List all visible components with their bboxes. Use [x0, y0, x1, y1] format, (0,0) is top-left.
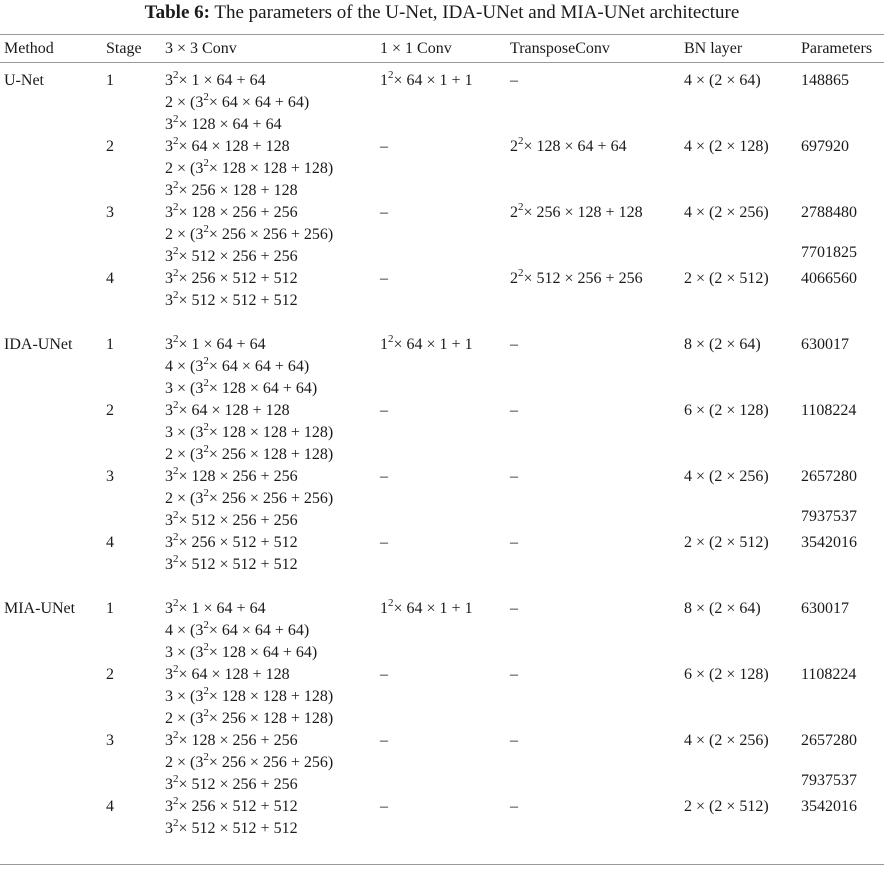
conv1-cell: –	[380, 666, 388, 683]
transpose-conv-cell: –	[510, 732, 518, 749]
stage-number: 2	[106, 138, 114, 155]
conv3-line: $4 \times (3^2\times 64 \times 64 + 64)$	[165, 354, 310, 375]
stage-number: 3	[106, 204, 114, 221]
conv3-cell	[165, 730, 333, 796]
header-rule	[0, 62, 884, 63]
conv3-line: $2 \times (3^2\times 256 \times 256 + 256)$	[165, 222, 334, 243]
method-label: IDA-UNet	[4, 336, 73, 353]
header-method: Method	[4, 40, 54, 57]
conv3-line: $3^2\times 256 \times 512 + 512$	[165, 530, 298, 551]
transpose-conv-cell: $2^2\times 256 \times 128 + 128$	[510, 200, 643, 221]
conv3-line: $3 \times (3^2\times 128 \times 128 + 128)$	[165, 420, 334, 441]
bn-layer-cell: 2 × (2 × 512)	[684, 534, 769, 551]
header-conv1: 1 × 1 Conv	[380, 40, 452, 57]
stage-number: 4	[106, 270, 114, 287]
parameters-cell: 148865	[801, 72, 849, 89]
conv1-cell: –	[380, 270, 388, 287]
top-rule	[0, 34, 884, 35]
bn-layer-cell: 6 × (2 × 128)	[684, 402, 769, 419]
conv1-cell: $1^2\times 64 \times 1 + 1$	[380, 68, 473, 89]
conv3-line: $3 \times (3^2\times 128 \times 64 + 64)$	[165, 376, 318, 397]
conv3-cell	[165, 400, 333, 466]
stage-number: 1	[106, 336, 114, 353]
stage-number: 2	[106, 402, 114, 419]
conv3-line: $3^2\times 128 \times 64 + 64$	[165, 112, 282, 133]
conv3-line: $2 \times (3^2\times 256 \times 128 + 128)$	[165, 442, 334, 463]
table-caption	[0, 0, 884, 34]
conv3-line: $3^2\times 64 \times 128 + 128$	[165, 134, 290, 155]
conv3-cell	[165, 532, 298, 576]
transpose-conv-cell: –	[510, 534, 518, 551]
stage-number: 2	[106, 666, 114, 683]
transpose-conv-cell: –	[510, 600, 518, 617]
conv3-cell	[165, 70, 309, 136]
conv3-line: $3^2\times 512 \times 512 + 512$	[165, 552, 298, 573]
bn-layer-cell: 4 × (2 × 256)	[684, 204, 769, 221]
conv1-cell: –	[380, 798, 388, 815]
bn-layer-cell: 2 × (2 × 512)	[684, 798, 769, 815]
parameters-cell: 2657280	[801, 732, 857, 749]
parameters-cell: 630017	[801, 336, 849, 353]
table-caption-label: Table 6:	[144, 2, 210, 23]
conv3-line: $2 \times (3^2\times 256 \times 256 + 256)$	[165, 486, 334, 507]
stage-number: 4	[106, 534, 114, 551]
transpose-conv-cell: –	[510, 798, 518, 815]
parameters-cell: 4066560	[801, 270, 857, 287]
transpose-conv-cell: –	[510, 336, 518, 353]
conv1-cell: –	[380, 732, 388, 749]
transpose-conv-cell: –	[510, 468, 518, 485]
conv3-line: $3^2\times 128 \times 256 + 256$	[165, 728, 298, 749]
stage-number: 4	[106, 798, 114, 815]
conv3-line: $3^2\times 64 \times 128 + 128$	[165, 662, 290, 683]
header-conv3: 3 × 3 Conv	[165, 40, 237, 57]
parameters-total: 7937537	[801, 508, 857, 525]
conv3-line: $3^2\times 256 \times 512 + 512$	[165, 266, 298, 287]
header-bn-layer: BN layer	[684, 40, 743, 57]
conv3-line: $3^2\times 256 \times 512 + 512$	[165, 794, 298, 815]
conv3-line: $2 \times (3^2\times 64 \times 64 + 64)$	[165, 90, 310, 111]
conv3-line: $3^2\times 128 \times 256 + 256$	[165, 200, 298, 221]
parameters-cell: 630017	[801, 600, 849, 617]
bn-layer-cell: 4 × (2 × 256)	[684, 732, 769, 749]
conv3-line: $3^2\times 64 \times 128 + 128$	[165, 398, 290, 419]
table-caption-text: The parameters of the U-Net, IDA-UNet and MIA-UNet architecture	[214, 2, 740, 23]
conv3-line: $3^2\times 128 \times 256 + 256$	[165, 464, 298, 485]
conv3-line: $3^2\times 1 \times 64 + 64$	[165, 68, 266, 89]
header-stage: Stage	[106, 40, 142, 57]
conv3-line: $3^2\times 512 \times 256 + 256$	[165, 508, 298, 529]
conv3-line: $3 \times (3^2\times 128 \times 64 + 64)$	[165, 640, 318, 661]
parameters-cell: 1108224	[801, 666, 857, 683]
parameters-cell: 2657280	[801, 468, 857, 485]
bn-layer-cell: 4 × (2 × 256)	[684, 468, 769, 485]
conv3-line: $3^2\times 1 \times 64 + 64$	[165, 332, 266, 353]
conv3-line: $2 \times (3^2\times 256 \times 256 + 256)$	[165, 750, 334, 771]
stage-number: 3	[106, 468, 114, 485]
conv1-cell: –	[380, 204, 388, 221]
conv3-line: $3^2\times 512 \times 512 + 512$	[165, 816, 298, 837]
parameters-cell: 3542016	[801, 798, 857, 815]
conv3-line: $3^2\times 512 \times 256 + 256$	[165, 244, 298, 265]
bn-layer-cell: 6 × (2 × 128)	[684, 666, 769, 683]
conv3-line: $3 \times (3^2\times 128 \times 128 + 128)$	[165, 684, 334, 705]
method-label: U-Net	[4, 72, 44, 89]
conv3-cell	[165, 202, 333, 268]
conv1-cell: $1^2\times 64 \times 1 + 1$	[380, 332, 473, 353]
conv3-line: $4 \times (3^2\times 64 \times 64 + 64)$	[165, 618, 310, 639]
conv3-cell	[165, 268, 298, 312]
conv3-cell	[165, 796, 298, 840]
conv3-line: $3^2\times 512 \times 512 + 512$	[165, 288, 298, 309]
conv1-cell: –	[380, 468, 388, 485]
parameters-total: 7937537	[801, 772, 857, 789]
conv3-cell	[165, 598, 317, 664]
conv3-cell	[165, 334, 317, 400]
transpose-conv-cell: –	[510, 402, 518, 419]
bn-layer-cell: 8 × (2 × 64)	[684, 336, 761, 353]
conv1-cell: –	[380, 138, 388, 155]
conv3-line: $3^2\times 256 \times 128 + 128$	[165, 178, 298, 199]
conv3-line: $3^2\times 1 \times 64 + 64$	[165, 596, 266, 617]
stage-number: 1	[106, 72, 114, 89]
transpose-conv-cell: –	[510, 72, 518, 89]
conv3-cell	[165, 136, 333, 202]
method-label: MIA-UNet	[4, 600, 76, 617]
stage-number: 1	[106, 600, 114, 617]
header-transpose-conv: TransposeConv	[510, 40, 610, 57]
conv3-line: $3^2\times 512 \times 256 + 256$	[165, 772, 298, 793]
bn-layer-cell: 8 × (2 × 64)	[684, 600, 761, 617]
parameters-cell: 3542016	[801, 534, 857, 551]
parameters-cell: 697920	[801, 138, 849, 155]
bn-layer-cell: 2 × (2 × 512)	[684, 270, 769, 287]
bn-layer-cell: 4 × (2 × 128)	[684, 138, 769, 155]
parameters-cell: 1108224	[801, 402, 857, 419]
bottom-rule	[0, 864, 884, 865]
parameters-total: 7701825	[801, 244, 857, 261]
parameters-cell: 2788480	[801, 204, 857, 221]
transpose-conv-cell: $2^2\times 512 \times 256 + 256$	[510, 266, 643, 287]
conv3-cell	[165, 466, 333, 532]
conv3-cell	[165, 664, 333, 730]
bn-layer-cell: 4 × (2 × 64)	[684, 72, 761, 89]
conv3-line: $2 \times (3^2\times 256 \times 128 + 128)$	[165, 706, 334, 727]
transpose-conv-cell: –	[510, 666, 518, 683]
header-parameters: Parameters	[801, 40, 873, 57]
conv3-line: $2 \times (3^2\times 128 \times 128 + 128)$	[165, 156, 334, 177]
conv1-cell: $1^2\times 64 \times 1 + 1$	[380, 596, 473, 617]
stage-number: 3	[106, 732, 114, 749]
transpose-conv-cell: $2^2\times 128 \times 64 + 64$	[510, 134, 627, 155]
conv1-cell: –	[380, 534, 388, 551]
conv1-cell: –	[380, 402, 388, 419]
